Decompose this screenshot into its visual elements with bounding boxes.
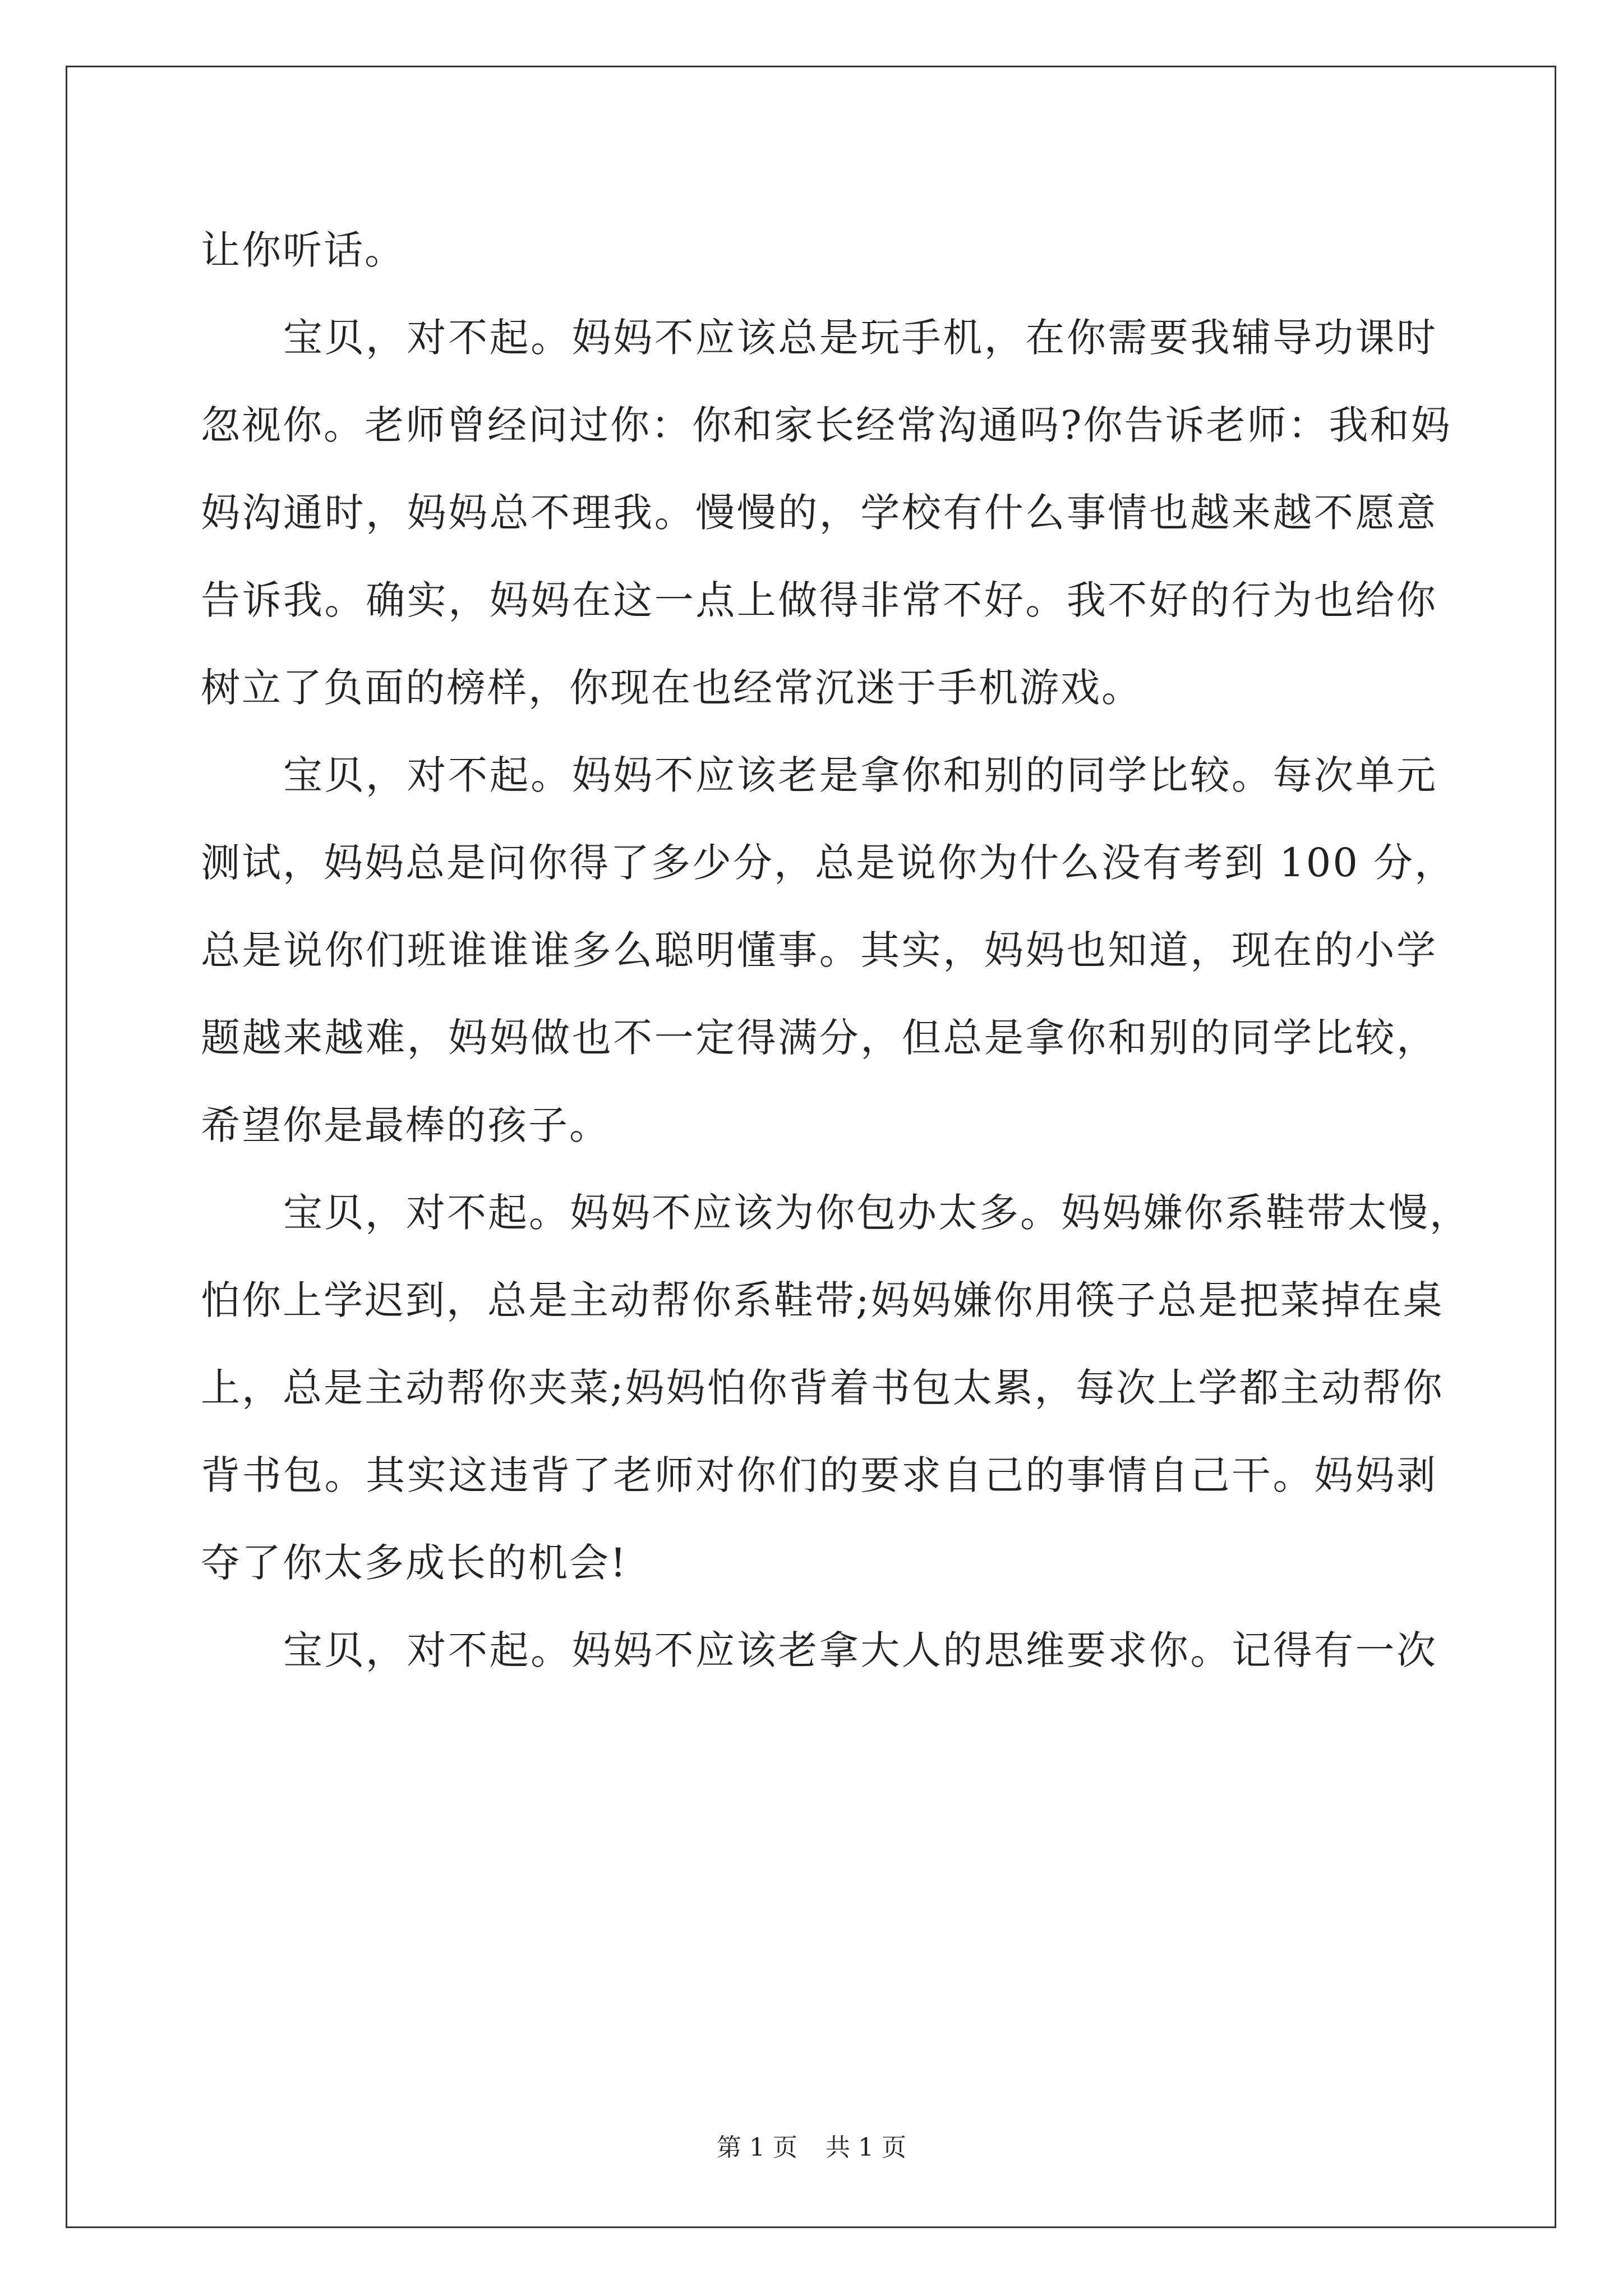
text-line: 宝贝，对不起。妈妈不应该总是玩手机，在你需要我辅导功课时 xyxy=(283,315,1437,361)
text-line: 总是说你们班谁谁谁多么聪明懂事。其实，妈妈也知道，现在的小学 xyxy=(201,927,1437,973)
text-line: 测试，妈妈总是问你得了多少分，总是说你为什么没有考到 100 分， xyxy=(201,840,1456,886)
document-body xyxy=(201,206,1470,1694)
text-line: 怕你上学迟到，总是主动帮你系鞋带;妈妈嫌你用筷子总是把菜掉在桌 xyxy=(201,1277,1444,1323)
text-line: 宝贝，对不起。妈妈不应该老是拿你和别的同学比较。每次单元 xyxy=(283,752,1437,798)
text-line: 宝贝，对不起。妈妈不应该老拿大人的思维要求你。记得有一次 xyxy=(283,1627,1437,1673)
text-line: 宝贝，对不起。妈妈不应该为你包办太多。妈妈嫌你系鞋带太慢， xyxy=(283,1190,1470,1236)
page-footer xyxy=(0,2127,1623,2163)
text-line: 树立了负面的榜样，你现在也经常沉迷于手机游戏。 xyxy=(201,665,1142,711)
text-line: 题越来越难，妈妈做也不一定得满分，但总是拿你和别的同学比较， xyxy=(201,1015,1437,1061)
text-line: 让你听话。 xyxy=(201,227,405,273)
text-line: 妈沟通时，妈妈总不理我。慢慢的，学校有什么事情也越来越不愿意 xyxy=(201,490,1437,536)
text-line: 夺了你太多成长的机会! xyxy=(201,1540,628,1586)
page-number: 第 1 页 xyxy=(717,2133,797,2162)
page-total: 共 1 页 xyxy=(826,2133,906,2162)
text-line: 告诉我。确实，妈妈在这一点上做得非常不好。我不好的行为也给你 xyxy=(201,577,1437,623)
text-line: 忽视你。老师曾经问过你：你和家长经常沟通吗?你告诉老师：我和妈 xyxy=(201,402,1452,448)
text-line: 希望你是最棒的孩子。 xyxy=(201,1102,610,1148)
text-line: 背书包。其实这违背了老师对你们的要求自己的事情自己干。妈妈剥 xyxy=(201,1452,1437,1498)
text-line: 上，总是主动帮你夹菜;妈妈怕你背着书包太累，每次上学都主动帮你 xyxy=(201,1365,1444,1411)
